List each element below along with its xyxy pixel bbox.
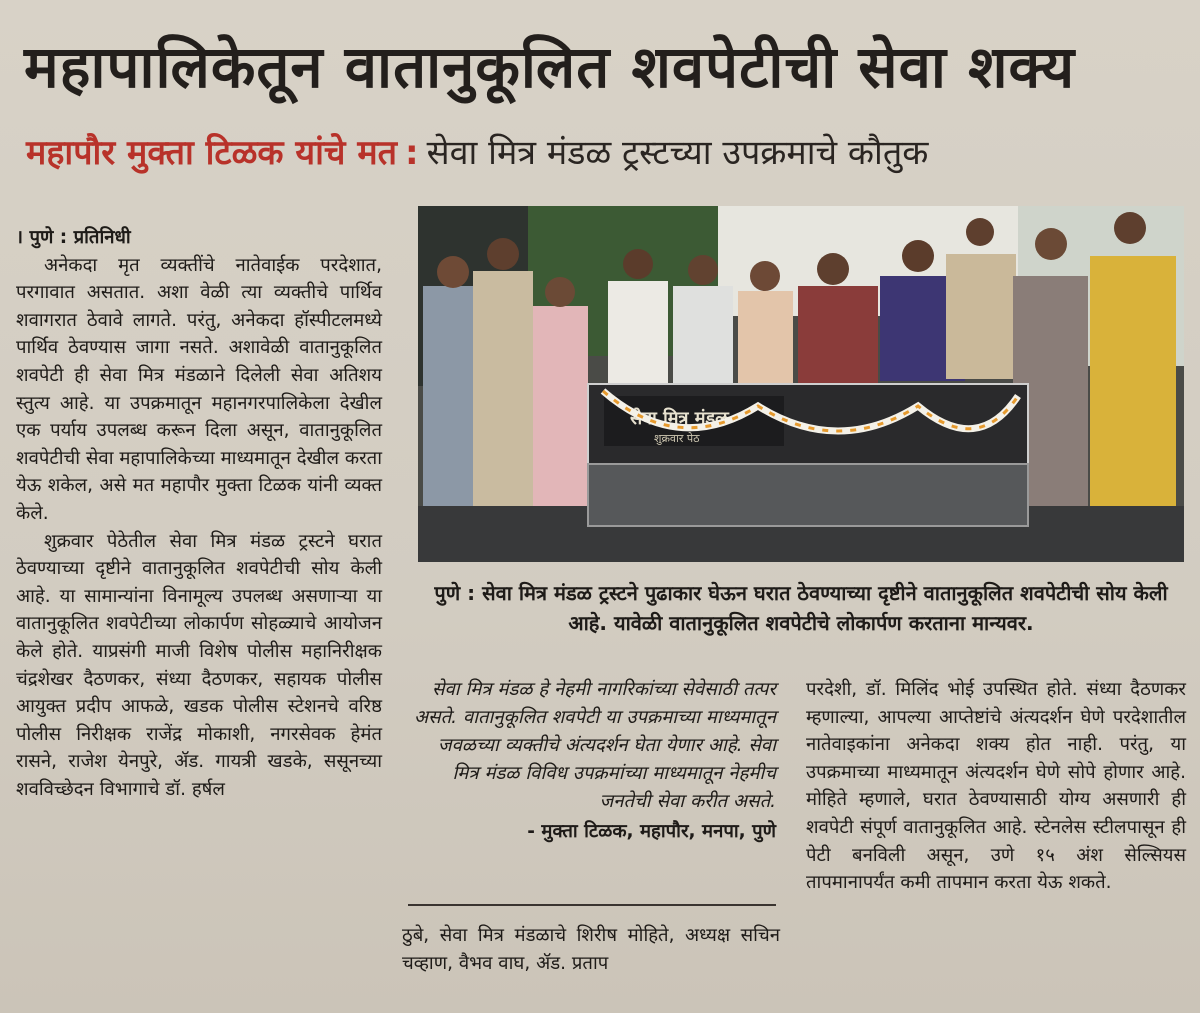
middle-paragraph: ठुबे, सेवा मित्र मंडळाचे शिरीष मोहिते, अध्यक्ष सचिन चव्हाण, वैभव वाघ, ॲड. प्रताप <box>402 925 780 974</box>
subhead-speaker: महापौर मुक्ता टिळक यांचे मत <box>26 133 398 173</box>
news-photo <box>418 206 1184 562</box>
photo-caption: पुणे : सेवा मित्र मंडळ ट्रस्टने पुढाकार घेऊन घरात ठेवण्याच्या दृष्टीने वातानुकूलित शवपेटीची सोय केली आहे. यावेळी वातानुकूलित शवपेटीचे लोकार्पण करताना मान्यवर. <box>434 581 1168 635</box>
right-column <box>806 676 1186 897</box>
coffin-box <box>588 384 1028 526</box>
subheadline <box>26 126 1186 180</box>
quote-divider <box>408 904 776 906</box>
banner-subtext: शुक्रवार पेठ <box>654 432 700 445</box>
left-column <box>16 224 382 803</box>
subhead-topic: सेवा मित्र मंडळ ट्रस्टच्या उपक्रमाचे कौतुक <box>426 133 929 173</box>
left-paragraph-2: शुक्रवार पेठेतील सेवा मित्र मंडळ ट्रस्टने घरात ठेवण्याच्या दृष्टीने वातानुकूलित शवपेटीची सोय केली आहे. या सामान्यांना विनामूल्य उपलब्ध असणाऱ्या या वातानुकूलित शवपेटीच्या लोकार्पण सोहळ्याचे आयोजन केले होते. याप्रसंगी माजी विशेष पोलीस महानिरीक्षक चंद्रशेखर दैठणकर, संध्या दैठणकर, सहायक पोलीस आयुक्त प्रदीप आफळे, खडक पोलीस स्टेशनचे वरिष्ठ पोलीस निरीक्षक राजेंद्र मोकाशी, नगरसेवक हेमंत रासने, राजेश येनपुरे, ॲड. गायत्री खडके, ससूनच्या शवविच्छेदन विभागाचे डॉ. हर्षल <box>16 530 382 800</box>
banner-text: सेवा मित्र मंडळ <box>630 408 729 429</box>
quote-attribution: - मुक्ता टिळक, महापौर, मनपा, पुणे <box>527 821 776 842</box>
quote-text: सेवा मित्र मंडळ हे नेहमी नागरिकांच्या सेवेसाठी तत्पर असते. वातानुकूलित शवपेटी या उपक्रमाच्या माध्यमातून जवळच्या व्यक्तीचे अंत्यदर्शन घेता येणार आहे. सेवा मित्र मंडळ विविध उपक्रमांच्या माध्यमातून नेहमीच जनतेची सेवा करीत असते. <box>413 679 776 812</box>
subhead-separator: : <box>405 133 419 173</box>
headline: महापालिकेतून वातानुकूलित शवपेटीची सेवा शक्य <box>24 33 1076 101</box>
pull-quote <box>408 676 776 846</box>
middle-column-text <box>402 922 780 977</box>
right-paragraph: परदेशी, डॉ. मिलिंद भोई उपस्थित होते. संध्या दैठणकर म्हणाल्या, आपल्या आप्तेष्टांचे अंत्यदर्शन घेणे परदेशातील नातेवाइकांना अनेकदा शक्य होत नाही. परंतु, या उपक्रमाच्या माध्यमातून अंत्यदर्शन घेणे सोपे होणार आहे. मोहिते म्हणाले, घरात ठेवण्यासाठी योग्य असणारी ही शवपेटी संपूर्ण वातानुकूलित आहे. स्टेनलेस स्टीलपासून ही पेटी बनविली असून, उणे १५ अंश सेल्सियस तापमानापर्यंत कमी तापमान करता येऊ शकते. <box>806 679 1186 894</box>
dateline: । पुणे : प्रतिनिधी <box>16 227 131 248</box>
dignitaries-group-photo <box>418 206 1184 562</box>
left-paragraph-1: अनेकदा मृत व्यक्तींचे नातेवाईक परदेशात, परगावात असतात. अशा वेळी त्या व्यक्तीचे पार्थिव शवागरात ठेवावे लागते. परंतु, अनेकदा हॉस्पीटलमध्ये पार्थिव ठेवण्यास जागा नसते. अशावेळी वातानुकूलित शवपेटी ही सेवा मित्र मंडळाने दिलेली सेवा अतिशय स्तुत्य आहे. या उपक्रमातून महानगरपालिकेला देखील एक पर्याय उपलब्ध करून दिला असून, वातानुकूलित शवपेटीची सेवा महापालिकेच्या माध्यमातून देखील करता येऊ शकेल, असे मत महापौर मुक्ता टिळक यांनी व्यक्त केले. <box>16 254 382 524</box>
